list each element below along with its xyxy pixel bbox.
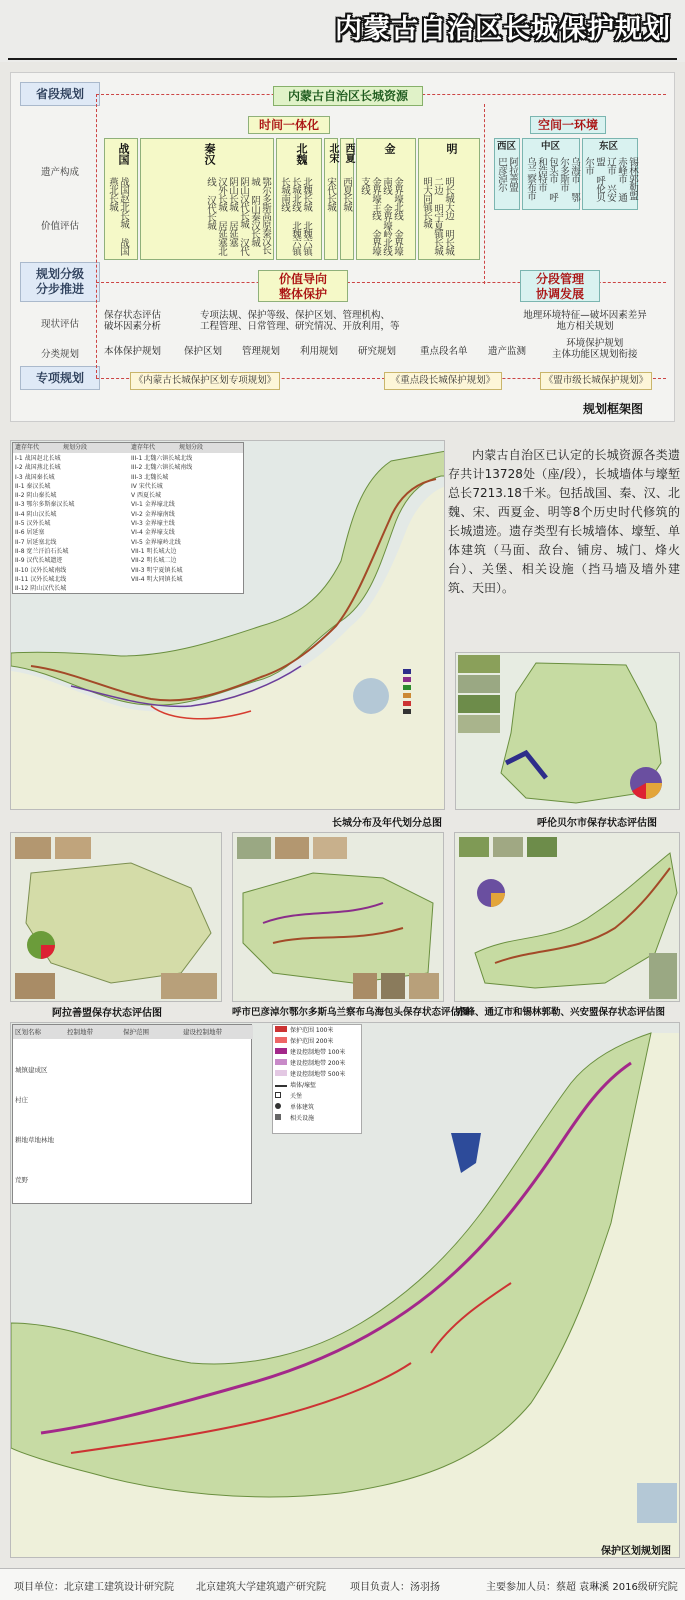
legend-item: 关堡 xyxy=(273,1091,361,1102)
era-items: 金界壕北线 金界壕南线 金界壕岭北线 金界壕主线 金界壕支线 xyxy=(359,177,403,255)
era-box-jin xyxy=(356,138,416,260)
era-items: 宋代长城 xyxy=(325,177,336,211)
special-plan-box: 《内蒙古长城保护区划专项规划》 xyxy=(130,372,280,390)
region-items: 阿拉善盟 巴彦淖尔 xyxy=(496,157,518,191)
header-cell: 遗存年代 xyxy=(131,444,156,451)
side-label-graded: 规划分级 分步推进 xyxy=(20,262,100,302)
zoning-table xyxy=(12,1024,252,1204)
footer xyxy=(0,1568,685,1600)
table-row: I-2 战国燕北长城 xyxy=(15,464,61,472)
era-name: 秦汉 xyxy=(203,143,216,165)
footer-leader: 项目负责人：汤羽扬 xyxy=(350,1582,440,1593)
table-row: 耕地草地林地 xyxy=(15,1136,54,1144)
region-items: 乌海市 鄂尔多斯市 包头市 呼和浩特市 乌兰察布市 xyxy=(525,157,580,201)
plan-item: 重点段名单 xyxy=(420,346,468,357)
table-row: IV 宋代长城 xyxy=(131,482,163,490)
table-row: III-3 北魏长城 xyxy=(131,473,169,481)
era-box-song xyxy=(324,138,338,260)
footer-unit2: 北京建筑大学建筑遗产研究院 xyxy=(196,1582,326,1593)
legend-item: 建设控制地带 500米 xyxy=(273,1069,361,1080)
region-box-central xyxy=(522,138,580,210)
era-table-right xyxy=(131,454,243,584)
legend-item: 相关设施 xyxy=(273,1113,361,1124)
table-row: II-11 汉外长城北线 xyxy=(15,575,67,583)
frame-line xyxy=(96,94,97,378)
table-row: II-2 阴山秦长城 xyxy=(15,492,57,500)
table-row: II-7 居延塞北线 xyxy=(15,538,57,546)
special-plan-box: 《盟市级长城保护规划》 xyxy=(540,372,652,390)
site-photo xyxy=(458,675,500,693)
table-row: VII-4 明大同镇长城 xyxy=(131,575,183,583)
table-row: II-9 汉代长城遗迹 xyxy=(15,557,63,565)
era-items: 鄂尔多斯高原秦汉长城 阴山秦汉长城 阴山汉代长城 汉代阴山长城 居延塞 汉外长城 居延塞北线 汉代长城 xyxy=(205,177,271,255)
status-evaluation-text: 保存状态评估 破坏因素分析 xyxy=(104,310,162,332)
era-box-ming xyxy=(418,138,480,260)
era-box-warring-states xyxy=(104,138,138,260)
era-box-northern-wei xyxy=(276,138,322,260)
frame-line xyxy=(484,104,485,284)
era-name: 西夏 xyxy=(343,143,354,163)
era-table xyxy=(12,442,244,594)
table-row: II-1 秦汉长城 xyxy=(15,482,51,490)
footer-members: 主要参加人员：蔡超 袁琳溪 2016级研究院 xyxy=(486,1582,678,1593)
photo-strip xyxy=(458,655,500,733)
header-cell: 遗存年代 xyxy=(15,444,40,451)
framework-caption: 规划框架图 xyxy=(583,402,644,416)
row-label-value: 价值评估 xyxy=(40,221,79,232)
table-row: VII-1 明长城大边 xyxy=(131,547,177,555)
header-cell: 规划分段 xyxy=(179,444,204,451)
status-environment-text: 地理环境特征—破坏因素差异 地方相关规划 xyxy=(523,310,647,332)
east-map-panel xyxy=(454,832,680,1002)
table-row: II-6 居延塞 xyxy=(15,529,45,537)
header-cell: 保护范围 xyxy=(123,1028,149,1036)
central-map-caption: 呼市巴彦淖尔鄂尔多斯乌兰察布乌海包头保存状态评估图 xyxy=(232,1007,470,1018)
legend-item: 保护范围 200米 xyxy=(273,1036,361,1047)
row-label-heritage: 遗产构成 xyxy=(40,167,79,178)
east-map-caption: 赤峰、通辽市和锡林郭勒、兴安盟保存状态评估图 xyxy=(456,1007,666,1018)
era-box-qin-han xyxy=(140,138,274,260)
zoning-legend xyxy=(272,1024,362,1134)
era-items: 明长城大边 明长城二边 明宁夏镇长城 明大同镇长城 xyxy=(421,177,454,255)
era-name: 战国 xyxy=(117,143,130,165)
title-underline xyxy=(8,58,677,60)
region-name: 西区 xyxy=(497,141,517,152)
region-box-west xyxy=(494,138,520,210)
plan-item: 本体保护规划 xyxy=(104,346,162,357)
table-row: VI-4 金界壕支线 xyxy=(131,529,175,537)
alxa-map-caption: 阿拉善盟保存状态评估图 xyxy=(52,1008,162,1019)
site-photo xyxy=(458,715,500,733)
era-name: 明 xyxy=(445,143,458,154)
table-row: 村庄 xyxy=(15,1096,28,1104)
era-box-western-xia xyxy=(340,138,354,260)
side-label-provincial: 省段规划 xyxy=(20,82,100,106)
side-label-special: 专项规划 xyxy=(20,366,100,390)
plan-item: 保护区划 xyxy=(184,346,223,357)
table-row: 荒野 xyxy=(15,1176,28,1184)
special-plan-box: 《重点段长城保护规划》 xyxy=(384,372,502,390)
table-row: I-1 战国赵北长城 xyxy=(15,455,61,462)
value-oriented-box: 价值导向 整体保护 xyxy=(258,270,348,302)
era-name: 北宋 xyxy=(327,143,338,163)
table-row: II-3 鄂尔多斯秦汉长城 xyxy=(15,501,75,509)
table-row: II-10 汉外长城南线 xyxy=(15,566,67,574)
era-table-header xyxy=(13,443,244,453)
central-map-panel xyxy=(232,832,444,1002)
era-items: 西夏长城 xyxy=(341,177,352,211)
plan-item: 环境保护规划 主体功能区规划衔接 xyxy=(552,338,638,360)
zoning-table-header xyxy=(13,1025,253,1039)
era-items: 北魏长城 北魏六镇长城北线 北魏六镇长城南线 xyxy=(279,177,312,255)
table-row: VII-3 明宁夏镇长城 xyxy=(131,566,183,574)
table-row: II-5 汉外长城 xyxy=(15,520,51,528)
footer-unit: 项目单位：北京建工建筑设计研究院 xyxy=(14,1582,174,1593)
era-table-left xyxy=(15,454,127,593)
table-row: II-8 宽兰汗泊石长城 xyxy=(15,547,69,555)
hulunbuir-map-panel xyxy=(455,652,680,810)
central-map xyxy=(233,833,444,1002)
header-cell: 控制地带 xyxy=(67,1028,93,1036)
table-row: I-3 战国秦长城 xyxy=(15,473,55,481)
resource-title: 内蒙古自治区长城资源 xyxy=(273,86,423,106)
legend-item: 单体建筑 xyxy=(273,1102,361,1113)
status-management-text: 专项法规、保护等级、保护区划、管理机构、 工程管理、日常管理、研究情况、开放利用，等 xyxy=(200,310,400,332)
region-name: 东区 xyxy=(599,141,619,152)
segment-management-box: 分段管理 协调发展 xyxy=(520,270,600,302)
page-title: 内蒙古自治区长城保护规划 xyxy=(335,14,671,45)
era-items: 战国赵北长城 战国燕北长城 xyxy=(107,177,129,255)
region-items: 锡林郭勒盟 赤峰市 通辽市 兴安盟 呼伦贝尔市 xyxy=(583,157,638,201)
header-cell: 规划分段 xyxy=(63,444,88,451)
east-map xyxy=(455,833,680,1002)
table-row: VI-2 金界壕南线 xyxy=(131,510,175,518)
plan-item: 利用规划 xyxy=(300,346,339,357)
table-row: VI-3 金界壕主线 xyxy=(131,520,175,528)
table-row: VI-5 金界壕岭北线 xyxy=(131,538,181,546)
legend-item: 建设控制地带 100米 xyxy=(273,1047,361,1058)
table-row: II-12 阴山汉代长城 xyxy=(15,585,67,593)
legend-item: 墙体/壕堑 xyxy=(273,1080,361,1091)
era-name: 金 xyxy=(383,143,396,154)
legend-item: 建设控制地带 200米 xyxy=(273,1058,361,1069)
region-name: 中区 xyxy=(541,141,561,152)
table-row: II-4 阴山汉长城 xyxy=(15,510,57,518)
site-photo xyxy=(458,695,500,713)
plan-item: 遗产监测 xyxy=(488,346,527,357)
region-box-east xyxy=(582,138,638,210)
description-text: 内蒙古自治区已认定的长城资源各类遗存共计13728处（座/段），长城墙体与壕堑总长7213.18千米。包括战国、秦、汉、北魏、宋、西夏金、明等8个历史时代修筑的长城遗迹。遗存类型有长城墙体、壕堑、单体建筑（马面、敌台、铺房、城门、烽火台）、关堡、相关设施（挡马墙及墙外建筑、天田）。 xyxy=(448,448,680,595)
legend-item: 保护范围 100米 xyxy=(273,1025,361,1036)
table-row: V 西夏长城 xyxy=(131,492,162,500)
time-header: 时间一体化 xyxy=(248,116,330,134)
table-row: 城镇建成区 xyxy=(15,1066,48,1074)
row-label-status: 现状评估 xyxy=(40,319,79,330)
era-name: 北魏 xyxy=(295,143,308,165)
zoning-map-caption: 保护区划规划图 xyxy=(601,1546,671,1557)
header-cell: 区划名称 xyxy=(15,1028,41,1036)
row-label-classification: 分类规划 xyxy=(40,349,79,360)
distribution-map-caption: 长城分布及年代划分总图 xyxy=(332,818,442,829)
table-row: VI-1 金界壕北线 xyxy=(131,501,175,509)
plan-item: 研究规划 xyxy=(358,346,397,357)
table-row: III-1 北魏六镇长城北线 xyxy=(131,455,193,462)
site-photo xyxy=(458,655,500,673)
header-cell: 建设控制地带 xyxy=(183,1028,222,1036)
alxa-map-panel xyxy=(10,832,222,1002)
plan-item: 管理规划 xyxy=(242,346,281,357)
table-row: III-2 北魏六镇长城南线 xyxy=(131,464,193,472)
hulunbuir-map-caption: 呼伦贝尔市保存状态评估图 xyxy=(537,818,657,829)
table-row: VII-2 明长城二边 xyxy=(131,557,177,565)
alxa-map xyxy=(11,833,222,1002)
space-header: 空间一环境 xyxy=(530,116,606,134)
